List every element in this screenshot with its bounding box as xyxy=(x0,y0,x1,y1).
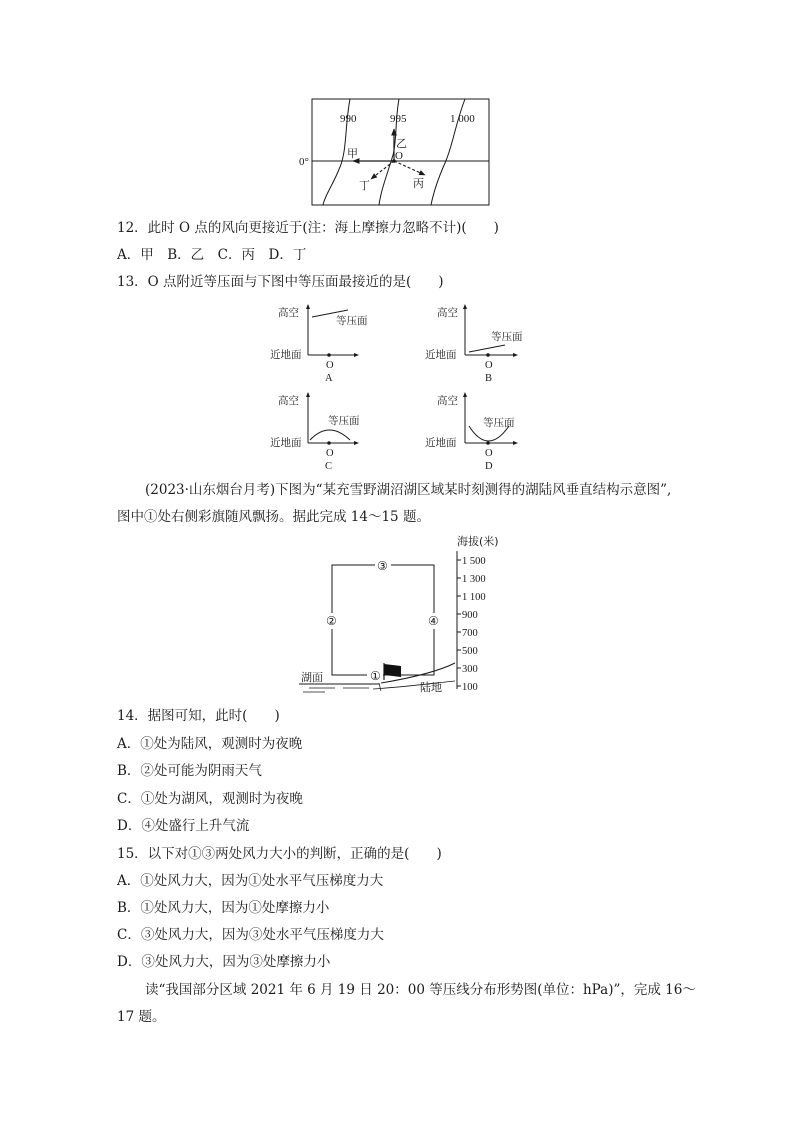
q15-option-d: D．③处风力大，因为③处摩擦力小 xyxy=(117,954,331,970)
lake-breeze-figure xyxy=(295,533,510,695)
panel-d-ground-label: 近地面 xyxy=(425,437,457,449)
q15-option-c: C．③处风力大，因为③处水平气压梯度力大 xyxy=(117,927,384,943)
panel-b-isobaric-surface xyxy=(469,345,505,352)
q13-stem: 13．O 点附近等压面与下图中等压面最接近的是( ) xyxy=(117,274,444,290)
panel-d-surface-label: 等压面 xyxy=(483,417,515,429)
q15-option-b: B．①处风力大，因为①处摩擦力小 xyxy=(117,900,330,916)
tick-700: 700 xyxy=(462,628,478,639)
panel-a-o-label: O xyxy=(326,360,334,371)
panel-c-letter: C xyxy=(325,461,333,472)
panel-a-letter: A xyxy=(325,373,333,384)
q15-stem: 15．以下对①③两处风力大小的判断，正确的是( ) xyxy=(117,846,442,862)
arrow-label-jia: 甲 xyxy=(347,147,358,160)
lake-breeze-svg xyxy=(295,533,510,695)
panel-c-high-label: 高空 xyxy=(278,395,299,407)
panel-c-ground-label: 近地面 xyxy=(270,437,302,449)
circulation-label-3: ③ xyxy=(377,559,388,573)
q14-option-c: C．①处为湖风，观测时为夜晚 xyxy=(117,791,303,807)
q12-options: A．甲 B．乙 C．丙 D．丁 xyxy=(117,247,307,263)
tick-300: 300 xyxy=(462,664,478,675)
circulation-loop xyxy=(332,565,434,675)
q12-stem: 12．此时 O 点的风向更接近于(注：海上摩擦力忽略不计)( ) xyxy=(117,220,499,236)
flag xyxy=(384,664,401,677)
q14-option-a: A．①处为陆风，观测时为夜晚 xyxy=(117,736,303,752)
isobar-label-1000: 1 000 xyxy=(450,113,475,125)
circulation-label-2: ② xyxy=(326,614,337,628)
intro-14-line1: (2023·山东烟台月考)下图为“某充雪野湖沼湖区域某时刻测得的湖陆风垂直结构示意图”, xyxy=(145,482,672,498)
arrow-label-yi: 乙 xyxy=(396,137,407,150)
isobar-label-990: 990 xyxy=(340,113,357,125)
altitude-axis-title: 海拔(米) xyxy=(457,535,499,548)
panel-d-high-label: 高空 xyxy=(437,395,458,407)
q14-stem: 14．据图可知，此时( ) xyxy=(117,708,280,724)
panel-a-surface-label: 等压面 xyxy=(336,315,368,327)
tick-1100: 1 100 xyxy=(462,592,486,603)
q15-option-a: A．①处风力大，因为①处水平气压梯度力大 xyxy=(117,873,384,889)
isobaric-panel-b xyxy=(425,300,535,386)
panel-d-letter: D xyxy=(485,461,493,472)
isobaric-panel-a xyxy=(270,300,380,386)
intro-16-line1: 读“我国部分区域 2021 年 6 月 19 日 20：00 等压线分布形势图(单位：hPa)”，完成 16～ xyxy=(145,982,696,998)
tick-500: 500 xyxy=(462,646,478,657)
tick-1300: 1 300 xyxy=(462,574,486,585)
intro-14-line2: 图中①处右侧彩旗随风飘扬。据此完成 14～15 题。 xyxy=(117,509,430,525)
panel-b-ground-label: 近地面 xyxy=(425,349,457,361)
panel-b-o-label: O xyxy=(485,360,493,371)
arrow-label-bing: 丙 xyxy=(413,177,424,190)
panel-a-high-label: 高空 xyxy=(278,307,299,319)
panel-d-o-label: O xyxy=(485,448,493,459)
land-label: 陆地 xyxy=(420,681,442,694)
panel-a-ground-label: 近地面 xyxy=(270,349,302,361)
isobar-label-995: 995 xyxy=(390,113,407,125)
panel-b-point-o xyxy=(486,353,490,357)
panel-b-letter: B xyxy=(485,373,493,384)
panel-b-surface-label: 等压面 xyxy=(491,331,523,343)
panel-c-point-o xyxy=(327,441,331,445)
point-o-label: O xyxy=(395,150,403,162)
isobaric-panel-d xyxy=(425,388,535,474)
panel-d-point-o xyxy=(486,441,490,445)
isobar-map-figure xyxy=(295,95,495,210)
arrow-label-ding: 丁 xyxy=(359,179,370,192)
panel-c-surface-label: 等压面 xyxy=(328,415,360,427)
q14-option-d: D．④处盛行上升气流 xyxy=(117,818,250,834)
intro-16-line2: 17 题。 xyxy=(117,1009,166,1025)
circulation-label-4: ④ xyxy=(428,614,439,628)
altitude-ticks xyxy=(457,560,461,686)
arrow-bing xyxy=(394,161,425,175)
lake-label: 湖面 xyxy=(301,671,323,684)
panel-c-isobaric-surface xyxy=(310,430,350,440)
panel-b-high-label: 高空 xyxy=(437,307,458,319)
isobaric-panel-c xyxy=(270,388,380,474)
panel-a-point-o xyxy=(327,353,331,357)
latitude-label: 0° xyxy=(299,156,309,168)
tick-900: 900 xyxy=(462,610,478,621)
tick-100: 100 xyxy=(462,682,478,693)
circulation-label-1: ① xyxy=(370,669,381,683)
q14-option-b: B．②处可能为阴雨天气 xyxy=(117,763,262,779)
panel-c-o-label: O xyxy=(326,448,334,459)
isobar-map-svg xyxy=(295,95,495,210)
tick-1500: 1 500 xyxy=(462,556,486,567)
